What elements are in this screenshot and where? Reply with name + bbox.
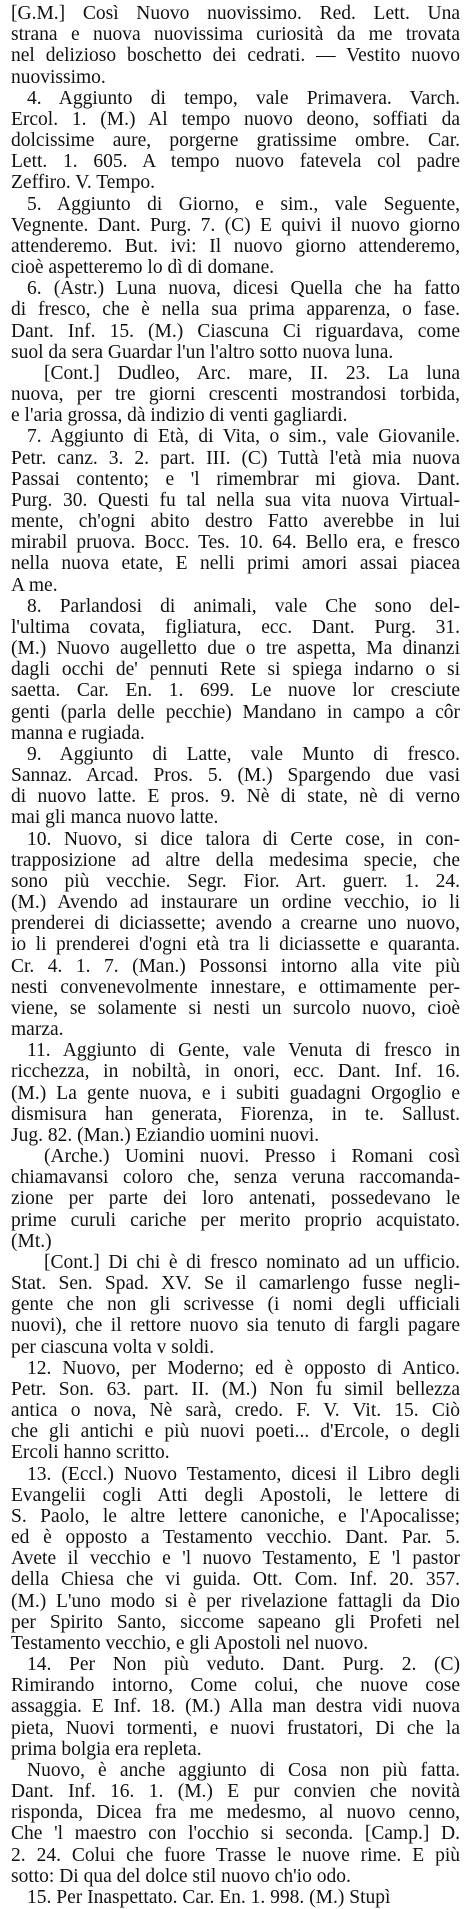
text-line: ricchezza, in nobiltà, in onori, ecc. Dant. Inf. 16. — [11, 1061, 460, 1083]
text-line: di fresco, che è nella sua prima apparenza, o fase. — [11, 299, 460, 321]
text-line: manna e rugiada. — [11, 722, 145, 744]
text-line: Vegnente. Dant. Purg. 7. (C) E quivi il nuovo giorno — [11, 214, 460, 236]
text-line: suol da sera Guardar l'un l'altro sotto nuova luna. — [11, 341, 394, 363]
text-line: viene, se solamente si nesti un surcolo nuovo, cioè — [11, 997, 460, 1019]
text-line: prima bolgia era repleta. — [11, 1738, 202, 1760]
text-line: Lett. 1. 605. A tempo nuovo fatevela col padre — [11, 151, 460, 173]
text-line: 11. Aggiunto di Gente, vale Venuta di fresco in — [27, 1040, 460, 1062]
text-line: A me. — [11, 574, 58, 596]
text-line: l'ultima covata, figliatura, ecc. Dant. Purg. 31. — [11, 616, 460, 638]
text-line: Nuovo, è anche aggiunto di Cosa non più fatta. — [27, 1759, 460, 1781]
text-line: nel delizioso boschetto dei cedrati. — Vestito nuovo — [11, 45, 460, 67]
text-line: (M.) Avendo ad instaurare un ordine vecchio, io li — [11, 892, 460, 913]
text-line: S. Paolo, le altre lettere canoniche, e l'Apocalisse; — [11, 1505, 460, 1527]
text-line: per Spirito Santo, siccome sapeano gli Profeti nel — [11, 1611, 460, 1633]
text-line: saetta. Car. En. 1. 699. Le nuove lor cresciute — [11, 680, 460, 702]
text-line: Petr. Son. 63. part. II. (M.) Non fu simil bellezza — [11, 1378, 460, 1400]
text-line: nuovissimo. — [11, 66, 106, 88]
text-line: sono più vecchie. Segr. Fior. Art. guerr. 1. 24. — [11, 870, 460, 892]
text-line: 5. Aggiunto di Giorno, e sim., vale Seguente, — [27, 193, 460, 215]
text-line: Evangelii cogli Atti degli Apostoli, le lettere di — [11, 1484, 460, 1506]
text-line: marza. — [11, 1019, 64, 1040]
text-line: cioè aspetteremo lo dì di domane. — [11, 257, 275, 278]
text-line: risponda, Dicea fra me medesmo, al nuovo cenno, — [11, 1802, 460, 1824]
text-line: (M.) L'uno modo si è per rivelazione fattagli da Dio — [11, 1590, 460, 1612]
text-line: zione per parte dei loro antenati, possedevano le — [11, 1188, 460, 1210]
text-line: mirabil pruova. Bocc. Tes. 10. 64. Bello era, e fresco — [11, 532, 460, 554]
text-line: ed è opposto a Testamento vecchio. Dant. Par. 5. — [11, 1527, 460, 1548]
text-line: gente che non gli scrivesse (i nomi degli ufficiali — [11, 1294, 460, 1316]
text-line: trapposizione ad altre della medesima specie, che — [11, 849, 460, 871]
text-line: Che 'l maestro con l'occhio si seconda. [Camp.] D. — [11, 1823, 460, 1845]
text-line: 13. (Eccl.) Nuovo Testamento, dicesi il Libro degli — [27, 1463, 460, 1485]
text-line: Cr. 4. 1. 7. (Man.) Possonsi intorno alla vite più — [11, 955, 460, 977]
text-line: Ercol. 1. (M.) Al tempo nuovo deono, soffiati da — [11, 108, 460, 130]
text-line: Ercoli hanno scritto. — [11, 1442, 170, 1464]
text-line: assaggia. E Inf. 18. (M.) Alla man destra vidi nuova — [11, 1696, 460, 1718]
text-line: Jug. 82. (Man.) Eziandio uomini nuovi. — [11, 1124, 320, 1146]
text-line: dagli occhi de' pennuti Rete si spiega indarno o si — [11, 659, 460, 681]
text-line: attenderemo. But. ivi: Il nuovo giorno attenderemo, — [11, 235, 460, 257]
text-line: Purg. 30. Questi fu tal nella sua vita nuova Virtual- — [11, 489, 460, 511]
text-line: dismisura han generata, Fiorenza, in te. Sallust. — [11, 1103, 460, 1125]
text-line: 15. Per Inaspettato. Car. En. 1. 998. (M.) Stupì — [27, 1886, 391, 1908]
text-line: 4. Aggiunto di tempo, vale Primavera. Varch. — [27, 87, 460, 109]
text-line: dolcissime aure, porgerne gratissime ombre. Car. — [11, 130, 460, 151]
text-line: Avete il vecchio e 'l nuovo Testamento, E 'l pastor — [11, 1548, 460, 1570]
text-line: [Cont.] Dudleo, Arc. mare, II. 23. La luna — [44, 362, 460, 384]
text-line: 9. Aggiunto di Latte, vale Munto di fresco. — [27, 743, 460, 765]
text-line: Stat. Sen. Spad. XV. Se il camarlengo fusse negli- — [11, 1273, 460, 1294]
text-line: antica o nova, Nè sarà, credo. F. V. Vit. 15. Ciò — [11, 1400, 460, 1421]
text-line: Dant. Inf. 16. 1. (M.) E pur convien che novità — [11, 1781, 460, 1802]
text-line: 7. Aggiunto di Età, di Vita, o sim., vale Giovanile. — [27, 426, 460, 448]
text-line: 6. (Astr.) Luna nuova, dicesi Quella che ha fatto — [27, 278, 460, 300]
text-line: mai gli manca nuovo latte. — [11, 807, 219, 829]
text-line: Testamento vecchio, e gli Apostoli nel nuovo. — [11, 1632, 369, 1654]
text-line: Zeffiro. V. Tempo. — [11, 172, 155, 194]
text-line: Passai contento; e 'l rimembrar mi giova. Dant. — [11, 468, 460, 490]
text-line: Rimirando intorno, Come colui, che nuove cose — [11, 1675, 460, 1697]
text-line: sotto: Di qua del dolce stil nuovo ch'io odo. — [11, 1865, 351, 1887]
text-line: nuovi), che il rettore nuovo sia tenuto di fargli pagare — [11, 1315, 460, 1337]
text-line: genti (parla delle pecchie) Mandano in campo a côr — [11, 701, 460, 723]
text-line: Dant. Inf. 15. (M.) Ciascuna Ci riguardava, come — [11, 320, 460, 342]
text-line: nuova, per tre giorni crescenti mostrandosi torbida, — [11, 384, 460, 405]
text-line: (Mt.) — [11, 1230, 52, 1252]
text-line: (M.) Nuovo augelletto due o tre aspetta, Ma dinanzi — [11, 638, 460, 659]
text-line: nella nuova etate, E nelli primi amori assai piacea — [11, 553, 460, 575]
text-line: Petr. canz. 3. 2. part. III. (C) Tuttà l'età mia nuova — [11, 447, 460, 469]
text-line: pieta, Nuovi tormenti, e nuovi frustatori, Di che la — [11, 1717, 460, 1739]
text-line: chiamavansi coloro che, senza veruna raccomanda- — [11, 1167, 460, 1189]
text-line: di nuovo latte. E pros. 9. Nè di state, nè di verno — [11, 786, 460, 808]
text-line: [G.M.] Così Nuovo nuovissimo. Red. Lett. Una — [11, 3, 460, 24]
text-line: (M.) La gente nuova, e i subiti guadagni Orgoglio e — [11, 1082, 460, 1104]
text-line: della Chiesa che vi guida. Ott. Com. Inf. 20. 357. — [11, 1569, 460, 1591]
text-line: 10. Nuovo, si dice talora di Certe cose, in con- — [27, 828, 460, 850]
text-line: 2. 24. Colui che fuore Trasse le nuove rime. E più — [11, 1844, 460, 1866]
text-line: che gli antichi e più nuovi poeti... d'Ercole, o degli — [11, 1421, 460, 1443]
text-line: mente, ch'ogni abito destro Fatto averebbe in lui — [11, 511, 460, 532]
text-line: prenderei di diciassette; avendo a crearne uno nuovo, — [11, 913, 460, 935]
text-line: nesti convenevolmente innestare, e ottimamente per- — [11, 976, 460, 998]
text-line: 12. Nuovo, per Moderno; ed è opposto di Antico. — [27, 1357, 460, 1379]
text-line: (Arche.) Uomini nuovi. Presso i Romani così — [44, 1146, 460, 1167]
text-line: [Cont.] Di chi è di fresco nominato ad un ufficio. — [44, 1251, 460, 1273]
text-line: Sannaz. Arcad. Pros. 5. (M.) Spargendo due vasi — [11, 765, 460, 786]
text-line: prime curuli cariche per merito proprio acquistato. — [11, 1209, 460, 1231]
text-line: 8. Parlandosi di animali, vale Che sono del- — [27, 595, 460, 617]
text-line: 14. Per Non più veduto. Dant. Purg. 2. (C) — [27, 1654, 460, 1675]
text-line: io li prenderei d'ogni età tra li diciassette e quaranta. — [11, 934, 460, 956]
text-line: strana e nuova nuovissima curiosità da me trovata — [11, 24, 460, 46]
text-line: e l'aria grossa, dà indizio di venti gagliardi. — [11, 405, 348, 427]
text-line: per ciascuna volta v soldi. — [11, 1336, 215, 1358]
